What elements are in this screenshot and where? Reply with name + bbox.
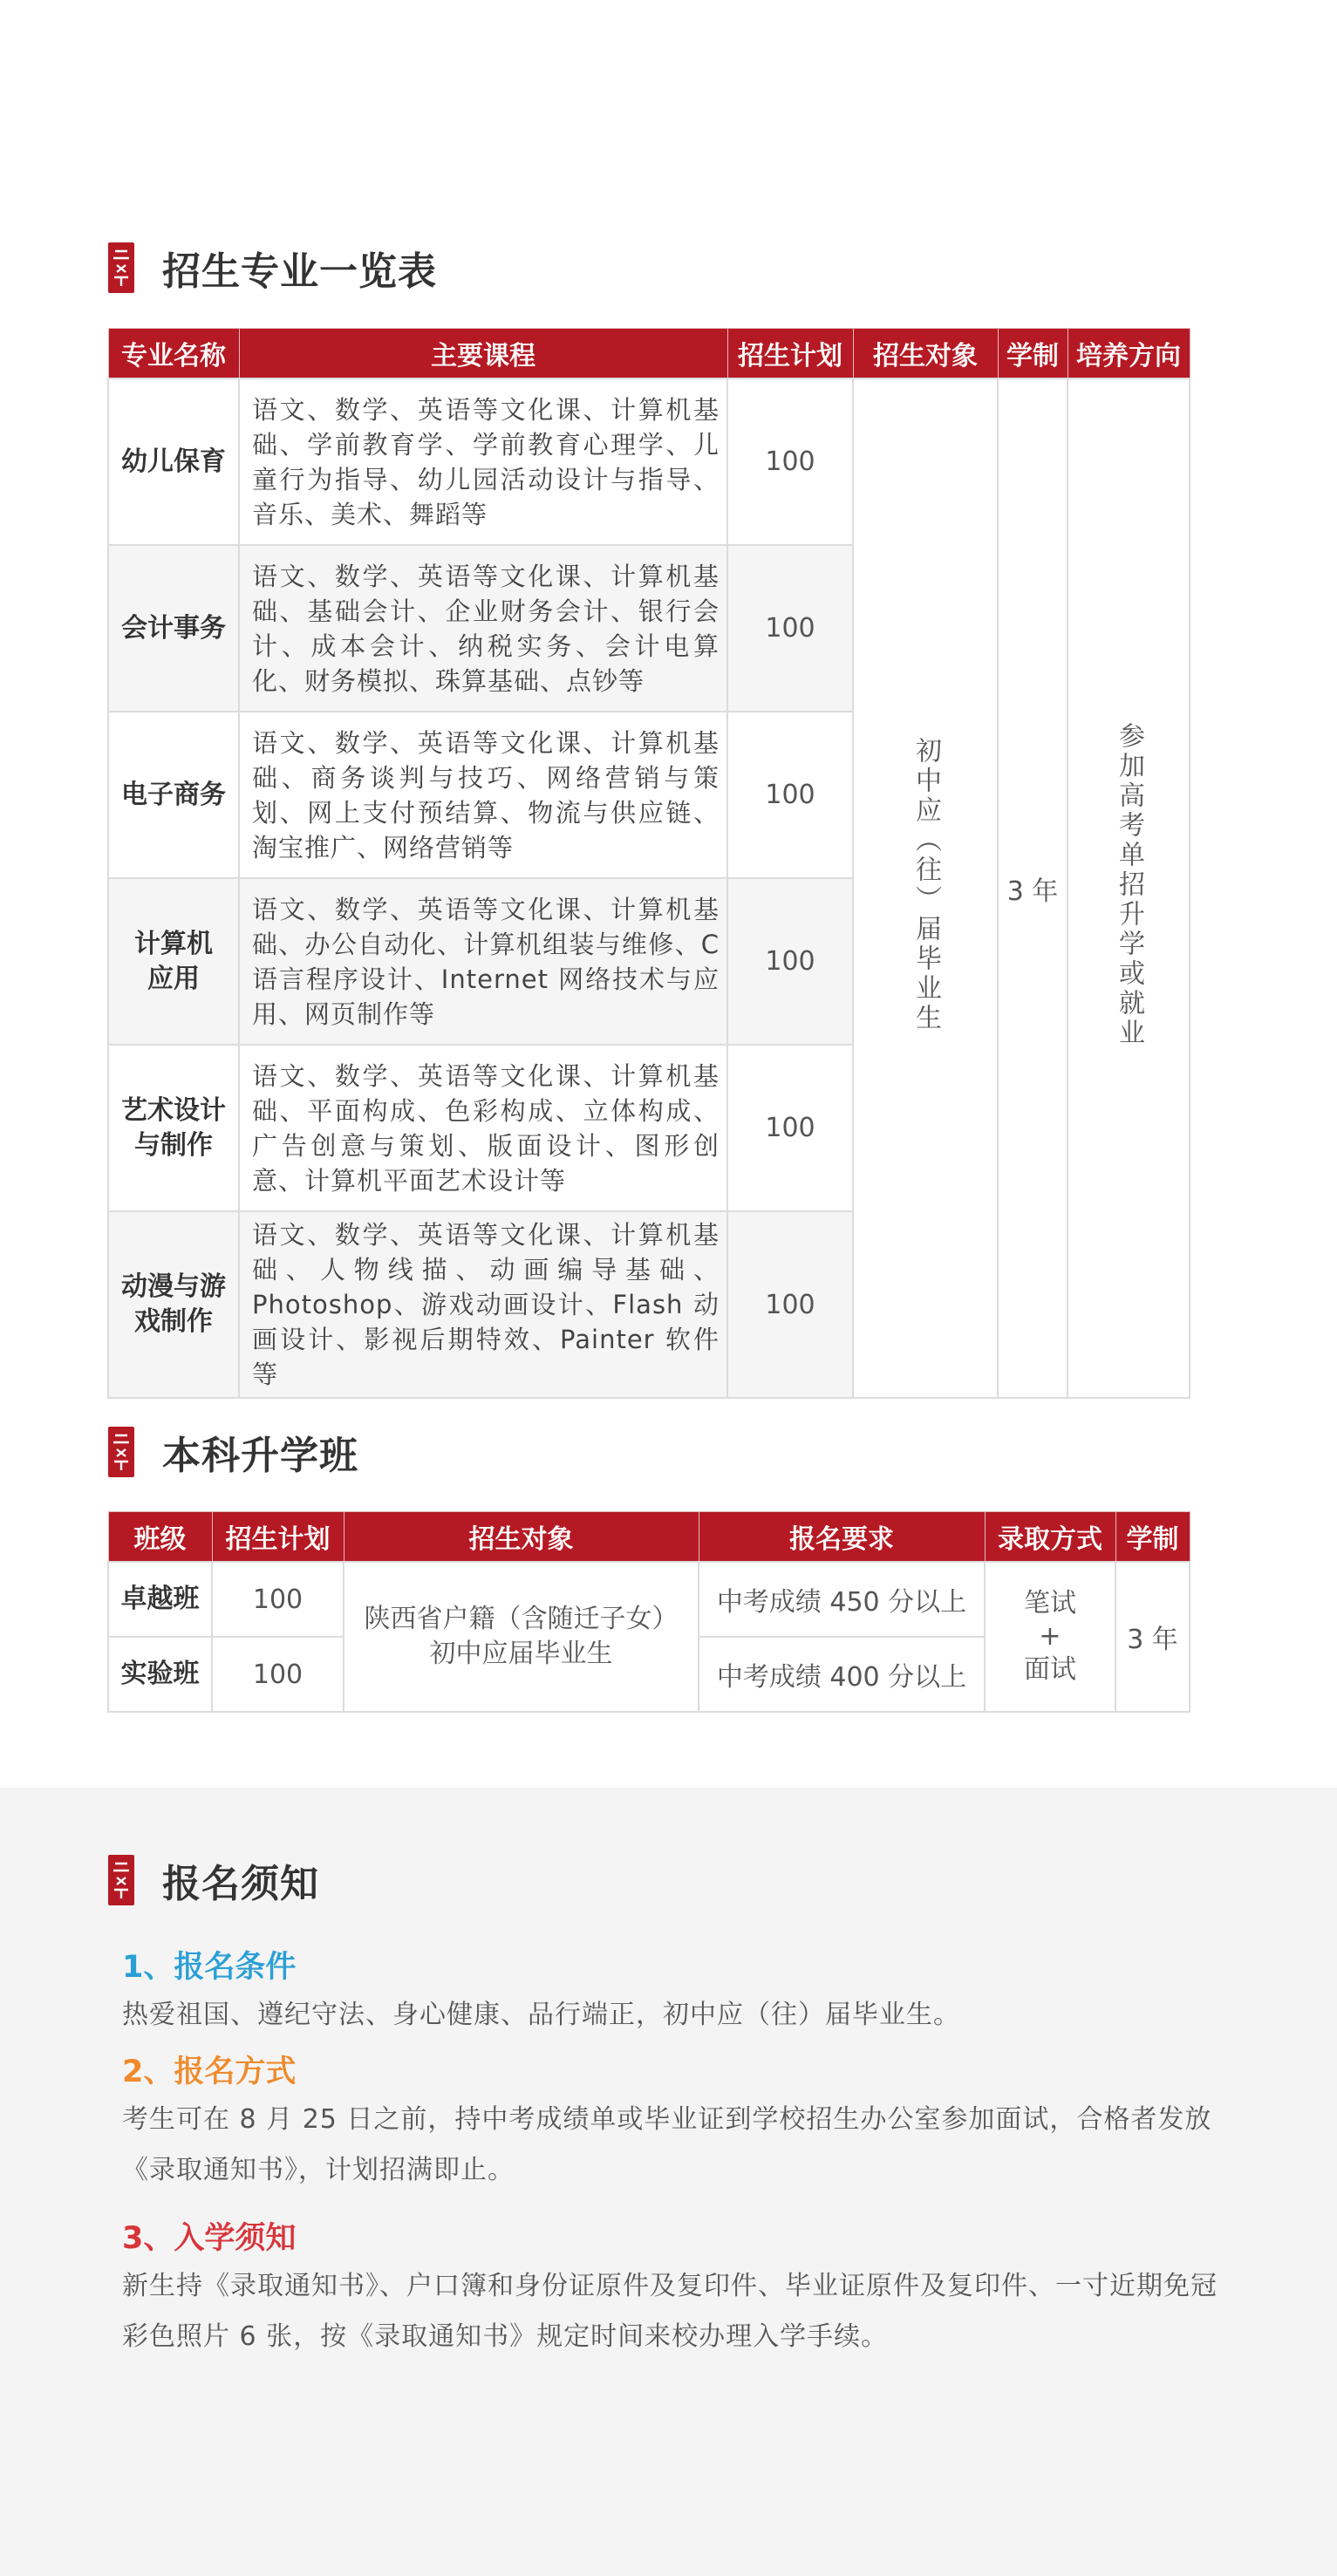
admission-line: + bbox=[1039, 1621, 1061, 1652]
target-line: 初中应届毕业生 bbox=[429, 1639, 613, 1669]
majors-table bbox=[107, 328, 1190, 1399]
notice-item-conditions bbox=[122, 1943, 1221, 2041]
admission-cell bbox=[985, 1562, 1115, 1712]
notice-heading: 1、报名条件 bbox=[122, 1950, 297, 1985]
seal-icon bbox=[108, 242, 134, 293]
class-name: 实验班 bbox=[108, 1637, 212, 1712]
major-name: 动漫与游戏制作 bbox=[108, 1211, 239, 1398]
header-courses: 主要课程 bbox=[239, 329, 727, 379]
header-plan: 招生计划 bbox=[212, 1512, 344, 1563]
major-name: 艺术设计与制作 bbox=[108, 1045, 239, 1211]
class-requirement: 中考成绩 400 分以上 bbox=[699, 1637, 985, 1712]
major-plan: 100 bbox=[727, 378, 853, 545]
major-plan: 100 bbox=[727, 1045, 853, 1211]
admission-line: 面试 bbox=[1024, 1654, 1076, 1685]
header-plan: 招生计划 bbox=[727, 329, 853, 379]
target-text: 初中应（往）届毕业生 bbox=[911, 736, 941, 1033]
major-courses: 语文、数学、英语等文化课、计算机基础、基础会计、企业财务会计、银行会计、成本会计、纳税实务、会计电算化、财务模拟、珠算基础、点钞等 bbox=[239, 545, 727, 712]
header-duration: 学制 bbox=[1115, 1512, 1190, 1563]
undergrad-duration: 3 年 bbox=[1115, 1562, 1190, 1712]
notice-heading: 2、报名方式 bbox=[122, 2055, 297, 2089]
section-title: 本科升学班 bbox=[162, 1434, 358, 1478]
major-name: 计算机应用 bbox=[108, 878, 239, 1045]
notice-body: 热爱祖国、遵纪守法、身心健康、品行端正，初中应（往）届毕业生。 bbox=[122, 2000, 960, 2030]
section-title: 招生专业一览表 bbox=[162, 249, 437, 294]
notice-body: 考生可在 8 月 25 日之前，持中考成绩单或毕业证到学校招生办公室参加面试，合格者发放《录取通知书》，计划招满即止。 bbox=[122, 2104, 1212, 2185]
major-plan: 100 bbox=[727, 878, 853, 1045]
section-header-notice bbox=[108, 1853, 319, 1907]
header-major-name: 专业名称 bbox=[108, 329, 239, 379]
major-courses: 语文、数学、英语等文化课、计算机基础、平面构成、色彩构成、立体构成、广告创意与策划、版面设计、图形创意、计算机平面艺术设计等 bbox=[239, 1045, 727, 1211]
section-header-undergrad bbox=[108, 1425, 358, 1479]
seal-icon bbox=[108, 1427, 134, 1477]
target-line: 陕西省户籍（含随迁子女） bbox=[364, 1604, 679, 1634]
admission-line: 笔试 bbox=[1024, 1588, 1076, 1619]
duration-text: 3 年 bbox=[1006, 876, 1059, 907]
class-requirement: 中考成绩 450 分以上 bbox=[699, 1562, 985, 1637]
header-direction: 培养方向 bbox=[1068, 329, 1190, 379]
undergrad-table bbox=[107, 1511, 1190, 1713]
table-row bbox=[108, 1562, 1190, 1637]
class-plan: 100 bbox=[212, 1562, 344, 1637]
header-class: 班级 bbox=[108, 1512, 212, 1563]
table-row bbox=[108, 378, 1190, 545]
seal-icon bbox=[108, 1855, 134, 1905]
target-cell bbox=[853, 378, 998, 1398]
section-title: 报名须知 bbox=[162, 1862, 319, 1906]
major-plan: 100 bbox=[727, 1211, 853, 1398]
notice-heading: 3、入学须知 bbox=[122, 2221, 297, 2256]
table-header-row bbox=[108, 329, 1190, 379]
class-plan: 100 bbox=[212, 1637, 344, 1712]
major-name: 幼儿保育 bbox=[108, 378, 239, 545]
direction-text: 参加高考单招升学或就业 bbox=[1114, 721, 1144, 1048]
major-name: 会计事务 bbox=[108, 545, 239, 712]
major-plan: 100 bbox=[727, 545, 853, 712]
section-header-majors bbox=[108, 241, 437, 295]
notice-item-method bbox=[122, 2048, 1221, 2196]
class-name: 卓越班 bbox=[108, 1562, 212, 1637]
major-courses: 语文、数学、英语等文化课、计算机基础、学前教育学、学前教育心理学、儿童行为指导、幼儿园活动设计与指导、音乐、美术、舞蹈等 bbox=[239, 378, 727, 545]
table-header-row bbox=[108, 1512, 1190, 1563]
major-courses: 语文、数学、英语等文化课、计算机基础、办公自动化、计算机组装与维修、C 语言程序设计、Internet 网络技术与应用、网页制作等 bbox=[239, 878, 727, 1045]
notice-body: 新生持《录取通知书》、户口簿和身份证原件及复印件、毕业证原件及复印件、一寸近期免冠彩色照片 6 张，按《录取通知书》规定时间来校办理入学手续。 bbox=[122, 2271, 1218, 2352]
direction-cell bbox=[1068, 378, 1190, 1398]
major-courses: 语文、数学、英语等文化课、计算机基础、商务谈判与技巧、网络营销与策划、网上支付预结算、物流与供应链、淘宝推广、网络营销等 bbox=[239, 712, 727, 878]
major-name: 电子商务 bbox=[108, 712, 239, 878]
header-target: 招生对象 bbox=[853, 329, 998, 379]
undergrad-target-cell bbox=[344, 1562, 699, 1712]
header-target: 招生对象 bbox=[344, 1512, 699, 1563]
major-courses: 语文、数学、英语等文化课、计算机基础、人物线描、动画编导基础、Photoshop、游戏动画设计、Flash 动画设计、影视后期特效、Painter 软件等 bbox=[239, 1211, 727, 1398]
notice-item-enrollment bbox=[122, 2214, 1221, 2362]
header-requirement: 报名要求 bbox=[699, 1512, 985, 1563]
duration-cell bbox=[998, 378, 1068, 1398]
major-plan: 100 bbox=[727, 712, 853, 878]
header-admission: 录取方式 bbox=[985, 1512, 1115, 1563]
header-duration: 学制 bbox=[998, 329, 1068, 379]
